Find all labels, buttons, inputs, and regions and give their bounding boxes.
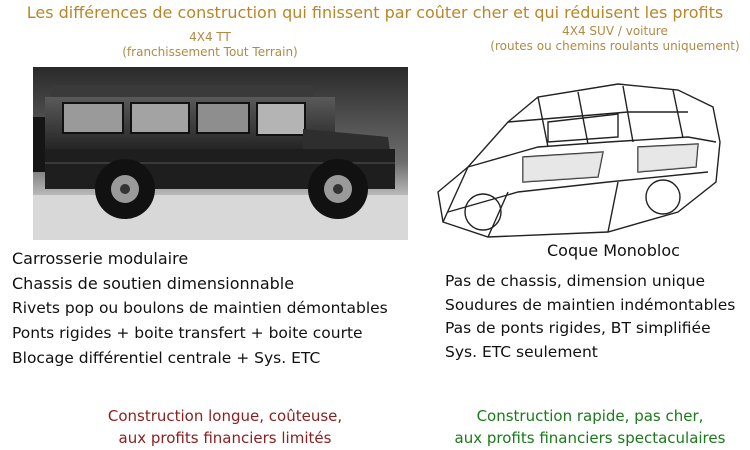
page-title: Les différences de construction qui finissent par coûter cher et qui réduisent les profits bbox=[26, 3, 724, 22]
right-feature: Soudures de maintien indémontables bbox=[445, 295, 736, 314]
right-feature-list bbox=[445, 270, 735, 364]
right-conclusion bbox=[425, 405, 750, 449]
right-conclusion-line2: aux profits financiers spectaculaires bbox=[454, 429, 726, 447]
right-caption-line1: 4X4 SUV / voiture bbox=[562, 24, 668, 38]
monocoque-heading: Coque Monobloc bbox=[547, 241, 680, 260]
monocoque-body-photo bbox=[428, 62, 728, 247]
left-feature: Blocage différentiel centrale + Sys. ETC bbox=[12, 349, 321, 367]
left-feature: Chassis de soutien dimensionnable bbox=[12, 274, 295, 293]
left-conclusion bbox=[60, 405, 390, 449]
offroad-4x4-photo bbox=[33, 67, 408, 240]
right-feature: Pas de chassis, dimension unique bbox=[445, 272, 706, 290]
right-caption-line2: (routes ou chemins roulants uniquement) bbox=[490, 39, 740, 53]
right-feature: Pas de ponts rigides, BT simplifiée bbox=[445, 319, 711, 337]
left-feature-list bbox=[12, 246, 388, 371]
left-conclusion-line2: aux profits financiers limités bbox=[118, 429, 332, 447]
right-feature: Sys. ETC seulement bbox=[445, 342, 598, 361]
left-conclusion-line1: Construction longue, coûteuse, bbox=[107, 407, 343, 425]
left-caption bbox=[100, 30, 320, 60]
left-caption-line2: (franchissement Tout Terrain) bbox=[122, 45, 298, 59]
right-caption bbox=[470, 24, 750, 54]
left-feature: Ponts rigides + boite transfert + boite courte bbox=[12, 324, 363, 342]
left-feature: Carrosserie modulaire bbox=[12, 249, 189, 268]
right-conclusion-line1: Construction rapide, pas cher, bbox=[476, 407, 704, 425]
left-caption-line1: 4X4 TT bbox=[189, 30, 231, 44]
left-feature: Rivets pop ou boulons de maintien démontables bbox=[12, 299, 388, 317]
